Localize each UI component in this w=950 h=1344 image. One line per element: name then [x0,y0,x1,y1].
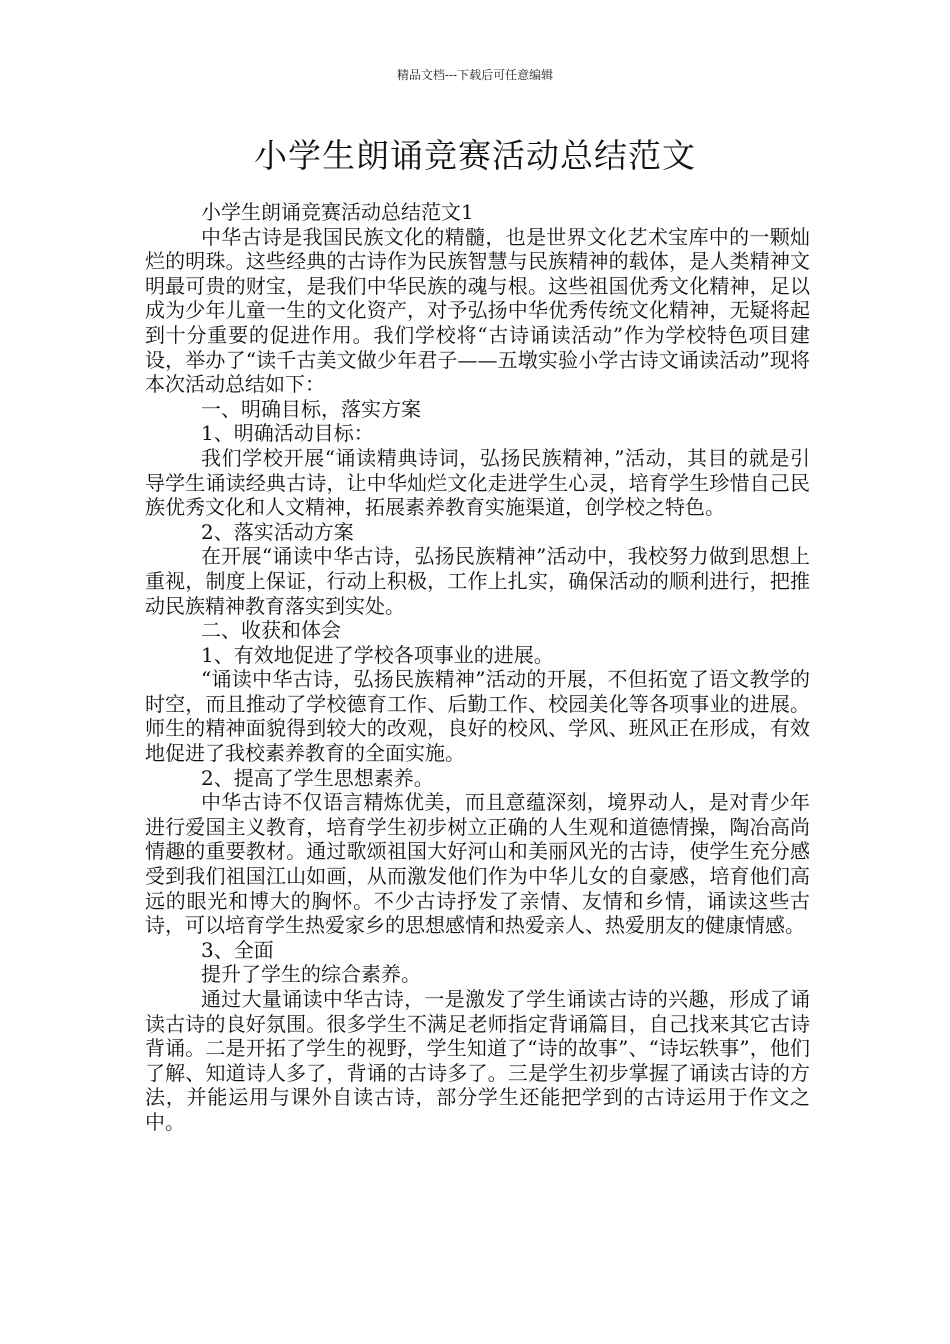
header-note: 精品文档---下载后可任意编辑 [396,68,554,82]
paragraph: 提升了学生的综合素养。 [201,962,421,987]
sub-heading: 1、有效地促进了学校各项事业的进展。 [201,642,554,667]
sub-heading: 1、明确活动目标： [201,421,374,446]
paragraph: 通过大量诵读中华古诗，一是激发了学生诵读古诗的兴趣，形成了诵读古诗的良好氛围。很多学生不满足老师指定背诵篇目，自己找来其它古诗背诵。二是开拓了学生的视野，学生知道了“诗的故事”、“诗坛轶事”，他们了解、知道诗人多了，背诵的古诗多了。三是学生初步掌握了诵读古诗的方法，并能运用与课外自读古诗，部分学生还能把学到的古诗运用于作文之中。 [145,987,810,1134]
sub-heading: 2、提高了学生思想素养。 [201,765,434,790]
section-heading: 二、收获和体会 [201,618,341,643]
section-heading: 小学生朗诵竞赛活动总结范文1 [201,200,474,224]
paragraph: 在开展“诵读中华古诗，弘扬民族精神”活动中，我校努力做到思想上重视，制度上保证，行动上积极，工作上扎实，确保活动的顺利进行，把推动民族精神教育落实到实处。 [145,544,810,618]
section-heading: 一、明确目标，落实方案 [201,396,421,421]
paragraph: 中华古诗是我国民族文化的精髓，也是世界文化艺术宝库中的一颗灿烂的明珠。这些经典的古诗作为民族智慧与民族精神的载体，是人类精神文明最可贵的财宝，是我们中华民族的魂与根。这些祖国优秀文化精神，足以成为少年儿童一生的文化资产，对予弘扬中华优秀传统文化精神，无疑将起到十分重要的促进作用。我们学校将“古诗诵读活动”作为学校特色项目建设，举办了“读千古美文做少年君子——五墩实验小学古诗文诵读活动”现将本次活动总结如下： [145,224,810,397]
paragraph: 中华古诗不仅语言精炼优美，而且意蕴深刻，境界动人，是对青少年进行爱国主义教育，培育学生初步树立正确的人生观和道德情操，陶冶高尚情趣的重要教材。通过歌颂祖国大好河山和美丽风光的古诗，使学生充分感受到我们祖国江山如画，从而激发他们作为中华儿女的自豪感，培育他们高远的眼光和博大的胸怀。不少古诗抒发了亲情、友情和乡情，诵读这些古诗，可以培育学生热爱家乡的思想感情和热爱亲人、热爱朋友的健康情感。 [145,790,810,938]
paragraph: “诵读中华古诗，弘扬民族精神”活动的开展，不但拓宽了语文教学的时空，而且推动了学校德育工作、后勤工作、校园美化等各项事业的进展。师生的精神面貌得到较大的改观，良好的校风、学风、班风正在形成，有效地促进了我校素养教育的全面实施。 [145,667,810,766]
document-body [145,200,810,1135]
sub-heading: 3、全面 [201,937,274,962]
document-title: 小学生朗诵竞赛活动总结范文 [254,136,696,175]
sub-heading: 2、落实活动方案 [201,519,354,544]
paragraph: 我们学校开展“诵读精典诗词，弘扬民族精神，”活动，其目的就是引导学生诵读经典古诗，让中华灿烂文化走进学生心灵，培育学生珍惜自己民族优秀文化和人文精神，拓展素养教育实施渠道，创学校之特色。 [145,445,810,520]
